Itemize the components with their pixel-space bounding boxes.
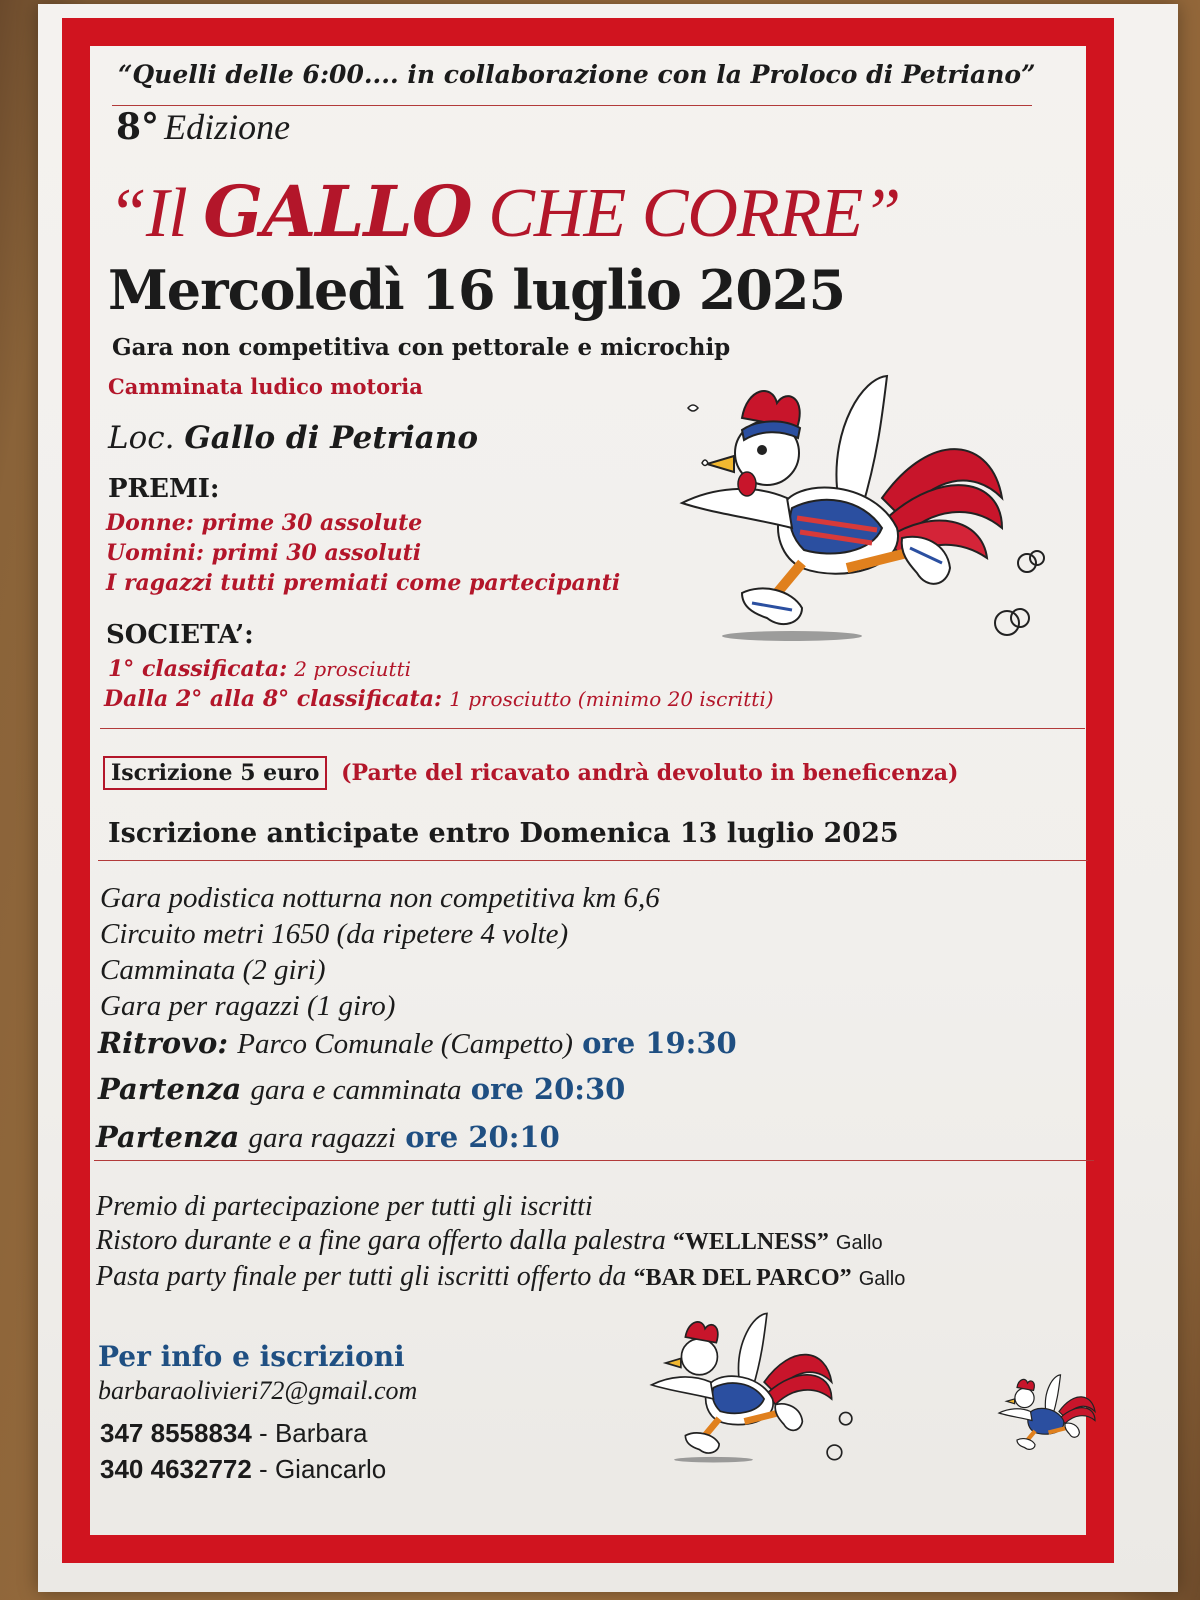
sponsor-wellness-place: Gallo xyxy=(835,1232,883,1254)
title-rest: CHE CORRE” xyxy=(471,175,901,252)
kids-start-line xyxy=(96,1120,560,1155)
registration-row xyxy=(103,760,958,786)
prize-line: Donne: prime 30 assolute xyxy=(106,510,423,536)
location-prefix: Loc. xyxy=(108,420,175,456)
societies-divider xyxy=(100,728,1085,729)
header-line xyxy=(118,60,1035,89)
sponsor-bar-del-parco: “BAR DEL PARCO” xyxy=(633,1265,852,1291)
extras-line: Premio di partecipazione per tutti gli iscritti xyxy=(96,1191,593,1222)
society-others-label: Dalla 2° alla 8° classificata: xyxy=(104,686,443,712)
societies-heading: SOCIETA’: xyxy=(106,620,254,650)
extras-line3-text: Pasta party finale per tutti gli iscritti offerto da xyxy=(96,1261,627,1292)
edition-word: Edizione xyxy=(164,107,291,147)
race-line: Camminata (2 giri) xyxy=(100,954,326,986)
meeting-line xyxy=(98,1026,737,1061)
running-rooster-small-icon xyxy=(646,1308,871,1473)
contact-email[interactable]: barbaraolivieri72@gmail.com xyxy=(98,1376,418,1405)
prizes-heading: PREMI: xyxy=(108,474,220,504)
meeting-place: Parco Comunale (Campetto) xyxy=(237,1028,573,1060)
location xyxy=(108,420,478,456)
prize-line: I ragazzi tutti premiati come partecipanti xyxy=(106,570,621,596)
event-date: Mercoledì 16 luglio 2025 xyxy=(108,258,846,322)
title-main: GALLO xyxy=(203,170,472,253)
extras-line xyxy=(96,1224,905,1260)
contact-separator: - xyxy=(251,1418,275,1448)
charity-note: (Parte del ricavato andrà devoluto in beneficenza) xyxy=(341,760,959,786)
meeting-label: Ritrovo: xyxy=(98,1026,229,1060)
race-line: Gara podistica notturna non competitiva km 6,6 xyxy=(100,882,660,914)
contact-phone-2[interactable] xyxy=(100,1454,386,1485)
early-registration: Iscrizione anticipate entro Domenica 13 luglio 2025 xyxy=(108,818,899,849)
subtitle: Gara non competitiva con pettorale e microchip xyxy=(112,334,731,361)
race-list xyxy=(100,880,660,1024)
title-quote-open: “Il xyxy=(108,175,204,252)
registration-divider xyxy=(98,860,1088,861)
event-title xyxy=(108,170,900,254)
kids-start-label: Partenza xyxy=(96,1120,240,1154)
society-first-value: 2 prosciutti xyxy=(294,657,411,681)
race-line: Gara per ragazzi (1 giro) xyxy=(100,990,396,1022)
start-line xyxy=(98,1072,625,1107)
header-text: “Quelli delle 6:00.... in collaborazione con la Proloco di Petriano” xyxy=(118,60,1036,89)
sponsor-bar-place: Gallo xyxy=(858,1268,906,1290)
prizes-list xyxy=(106,508,620,598)
society-first xyxy=(108,656,411,682)
sponsor-wellness: “WELLNESS” xyxy=(672,1229,829,1255)
kids-start-time: ore 20:10 xyxy=(405,1120,560,1154)
start-label: Partenza xyxy=(98,1072,242,1106)
contact-heading: Per info e iscrizioni xyxy=(98,1340,405,1373)
extras-line2-text: Ristoro durante e a fine gara offerto dalla palestra xyxy=(96,1225,666,1256)
race-divider xyxy=(94,1160,1094,1161)
contact-name-2: Giancarlo xyxy=(274,1454,387,1484)
prize-line: Uomini: primi 30 assoluti xyxy=(106,540,422,566)
society-others xyxy=(104,686,774,712)
phone-number-1: 347 8558834 xyxy=(100,1418,252,1448)
meeting-time: ore 19:30 xyxy=(582,1026,737,1060)
contact-separator: - xyxy=(251,1454,275,1484)
contact-name-1: Barbara xyxy=(274,1418,368,1448)
society-first-label: 1° classificata: xyxy=(108,656,288,682)
fee-box: Iscrizione 5 euro xyxy=(103,756,327,790)
running-rooster-icon xyxy=(672,368,1072,658)
running-rooster-tiny-icon xyxy=(996,1372,1116,1460)
contact-phone-1[interactable] xyxy=(100,1418,367,1449)
start-time: ore 20:30 xyxy=(470,1072,626,1106)
extras-line xyxy=(96,1260,905,1296)
race-line: Circuito metri 1650 (da ripetere 4 volte) xyxy=(100,918,569,950)
phone-number-2: 340 4632772 xyxy=(100,1454,252,1484)
edition xyxy=(116,106,290,148)
extras-list xyxy=(96,1190,905,1296)
location-name: Gallo di Petriano xyxy=(184,420,479,456)
start-text: gara e camminata xyxy=(250,1074,462,1106)
walk-label: Camminata ludico motoria xyxy=(108,374,423,399)
society-others-value: 1 prosciutto (minimo 20 iscritti) xyxy=(449,687,774,711)
kids-start-text: gara ragazzi xyxy=(248,1122,396,1154)
edition-number: 8° xyxy=(116,106,160,148)
